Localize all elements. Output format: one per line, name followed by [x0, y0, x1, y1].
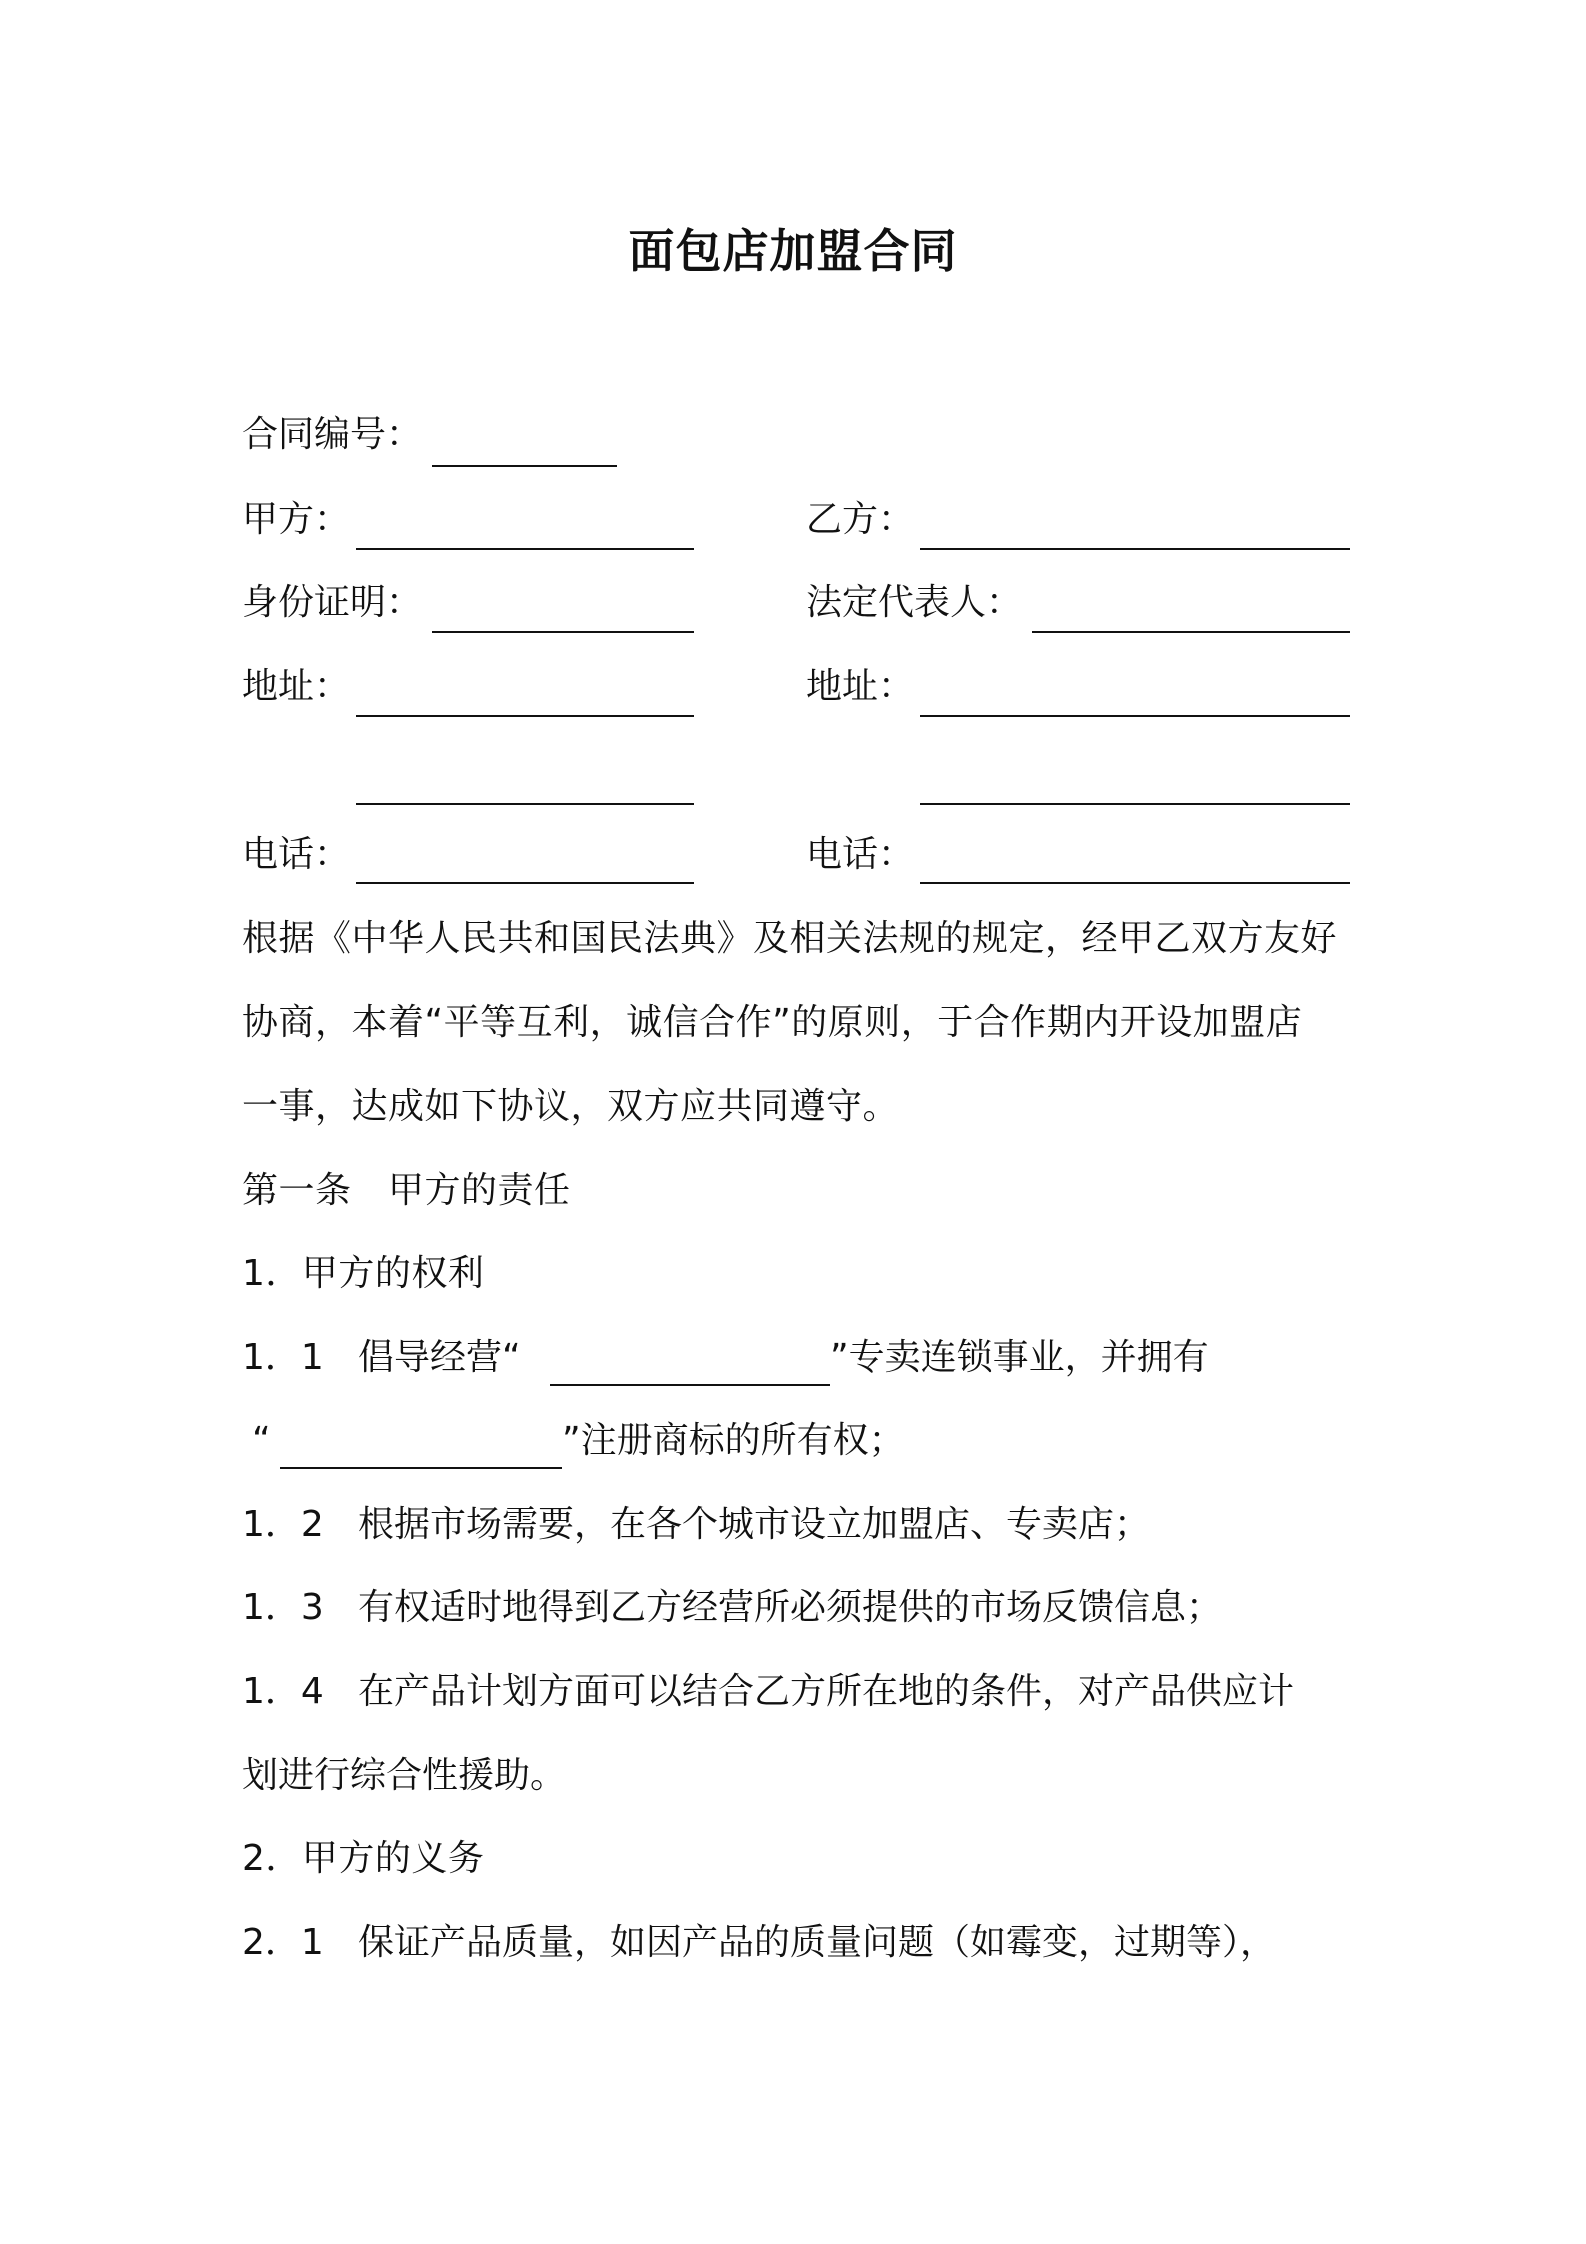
phone-a-blank[interactable]	[356, 882, 694, 884]
legal-rep-blank[interactable]	[1032, 631, 1350, 633]
party-a-label: 甲方：	[242, 499, 351, 540]
preamble-line-3: 一事，达成如下协议，双方应共同遵守。	[242, 1086, 900, 1127]
legal-rep-label: 法定代表人：	[806, 582, 1023, 623]
preamble-line-2: 协商，本着“平等互利，诚信合作”的原则，于合作期内开设加盟店	[242, 1002, 1303, 1043]
item-2-1-number: 2．1	[242, 1922, 324, 1963]
phone-a-label: 电话：	[242, 834, 351, 875]
address-a-blank-1[interactable]	[356, 715, 694, 717]
item-1-1-open-quote: “	[252, 1420, 271, 1461]
item-1-3-number: 1．3	[242, 1587, 324, 1628]
article-1-heading: 第一条 甲方的责任	[242, 1170, 571, 1211]
item-1-1-blank-1[interactable]	[550, 1384, 830, 1386]
item-1-1-text-after: ”专卖连锁事业，并拥有	[830, 1337, 1209, 1378]
party-b-blank[interactable]	[920, 548, 1350, 550]
item-1-4-continuation: 划进行综合性援助。	[242, 1755, 567, 1796]
document-title: 面包店加盟合同	[628, 224, 958, 278]
item-1-1-blank-2[interactable]	[280, 1467, 562, 1469]
phone-b-label: 电话：	[806, 834, 915, 875]
id-label: 身份证明：	[242, 582, 423, 623]
preamble-line-1: 根据《中华人民共和国民法典》及相关法规的规定，经甲乙双方友好	[242, 918, 1338, 959]
address-b-label: 地址：	[806, 666, 915, 707]
item-1-3-text: 有权适时地得到乙方经营所必须提供的市场反馈信息；	[358, 1587, 1223, 1628]
item-1-1-text-before: 倡导经营“	[358, 1337, 521, 1378]
item-1-1-line2-after: ”注册商标的所有权；	[562, 1420, 905, 1461]
item-1-1-number: 1．1	[242, 1337, 324, 1378]
item-1-2-text: 根据市场需要，在各个城市设立加盟店、专卖店；	[358, 1504, 1151, 1545]
party-a-blank[interactable]	[356, 548, 694, 550]
item-1-4-number: 1．4	[242, 1671, 324, 1712]
id-blank[interactable]	[432, 631, 694, 633]
item-1-2-number: 1．2	[242, 1504, 324, 1545]
party-b-label: 乙方：	[806, 499, 915, 540]
item-2-1-text: 保证产品质量，如因产品的质量问题（如霉变，过期等），	[358, 1922, 1277, 1963]
item-1-4-text: 在产品计划方面可以结合乙方所在地的条件，对产品供应计	[358, 1671, 1295, 1712]
address-a-label: 地址：	[242, 666, 351, 707]
phone-b-blank[interactable]	[920, 882, 1350, 884]
address-b-blank-2[interactable]	[920, 803, 1350, 805]
address-b-blank-1[interactable]	[920, 715, 1350, 717]
address-a-blank-2[interactable]	[356, 803, 694, 805]
section-1-heading: 1．甲方的权利	[242, 1253, 485, 1294]
contract-no-blank[interactable]	[432, 465, 617, 467]
contract-no-label: 合同编号：	[242, 414, 423, 455]
section-2-heading: 2．甲方的义务	[242, 1838, 485, 1879]
